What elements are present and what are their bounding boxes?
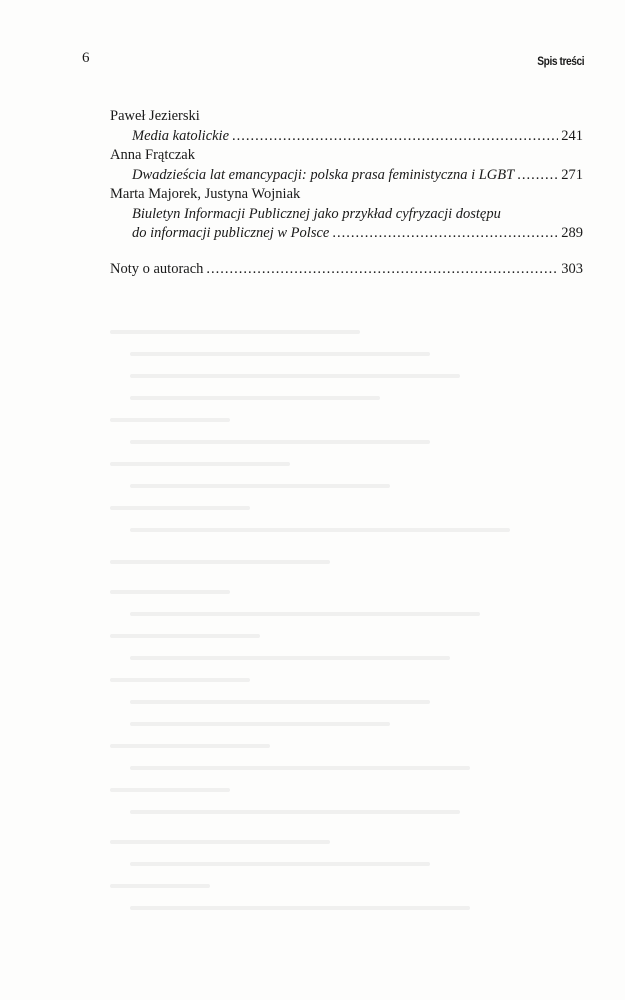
toc-notes-label: Noty o autorach	[110, 260, 204, 277]
toc-page-number: 289	[561, 225, 583, 241]
dot-leader	[517, 166, 558, 186]
spacer	[110, 244, 583, 260]
toc-title: Dwadzieścia lat emancypacji: polska prasa feministyczna i LGBT	[132, 166, 515, 183]
dot-leader	[332, 224, 558, 244]
toc-notes-row	[110, 260, 583, 280]
toc-page-number: 241	[561, 127, 583, 144]
dot-leader	[206, 260, 558, 280]
toc-title-row	[110, 127, 583, 147]
toc-title-row	[110, 166, 583, 186]
toc-title: Biuletyn Informacji Publicznej jako przykład cyfryzacji dostępu	[132, 205, 501, 222]
toc-title-row	[110, 224, 583, 244]
toc-title-continuation: do informacji publicznej w Polsce	[132, 225, 330, 241]
table-of-contents	[110, 107, 583, 279]
toc-entry	[110, 107, 583, 146]
toc-entry	[110, 146, 583, 185]
toc-author: Paweł Jezierski	[110, 108, 200, 124]
dot-leader	[232, 127, 558, 147]
toc-page-number: 271	[561, 166, 583, 183]
toc-title: Media katolickie	[132, 127, 230, 144]
toc-entry	[110, 185, 583, 244]
toc-page-number: 303	[561, 260, 583, 277]
running-head: Spis treści	[537, 54, 584, 68]
toc-author: Marta Majorek, Justyna Wojniak	[110, 186, 301, 202]
page-number: 6	[82, 50, 90, 66]
toc-author: Anna Frątczak	[110, 147, 195, 163]
